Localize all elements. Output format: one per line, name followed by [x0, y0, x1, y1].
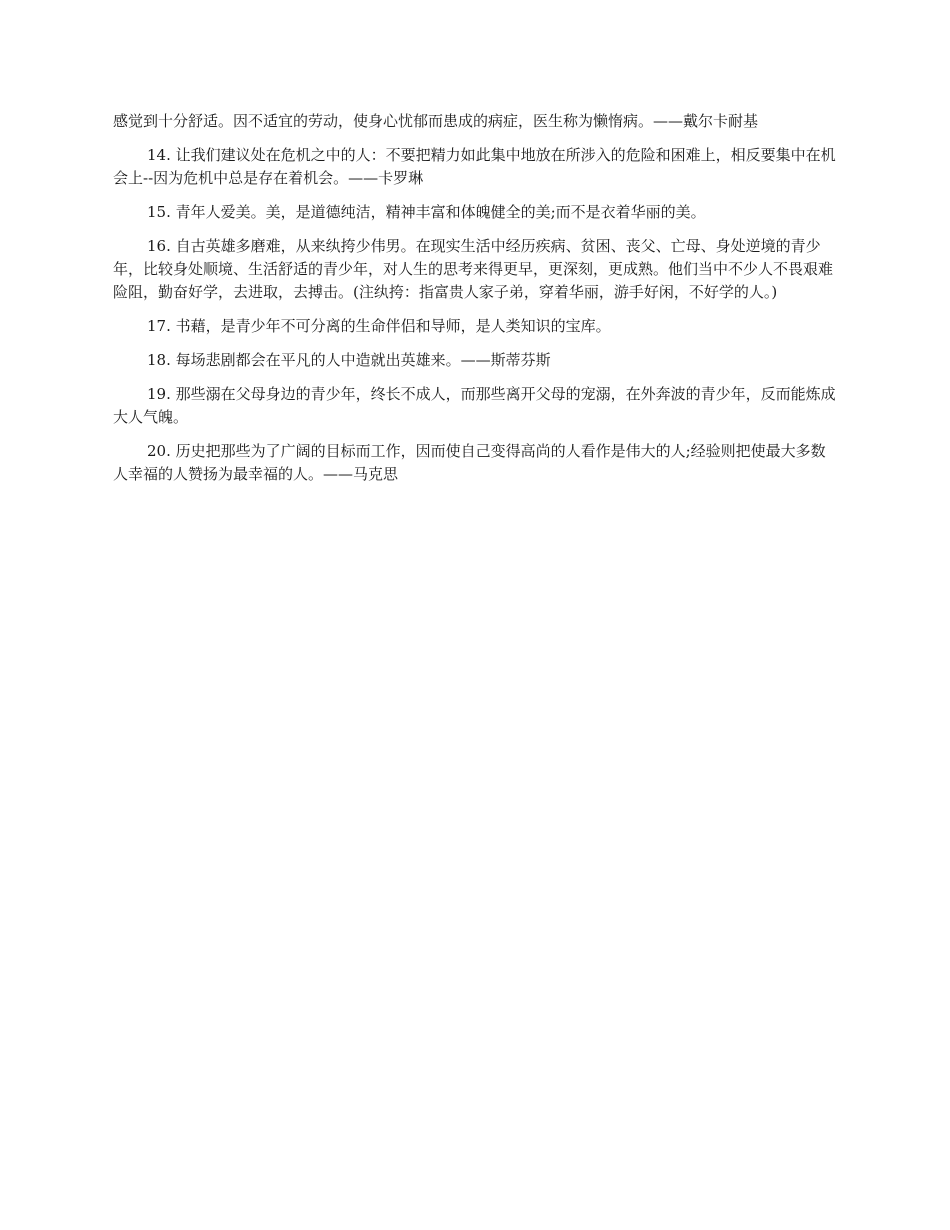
quote-15: 15. 青年人爱美。美，是道德纯洁，精神丰富和体魄健全的美;而不是衣着华丽的美。 [147, 203, 706, 221]
document-body [113, 110, 840, 497]
paragraph-continuation: 感觉到十分舒适。因不适宜的劳动，使身心忧郁而患成的病症，医生称为懒惰病。——戴尔卡耐基 [113, 112, 759, 130]
quote-17: 17. 书藉，是青少年不可分离的生命伴侣和导师，是人类知识的宝库。 [147, 317, 611, 335]
quote-14: 14. 让我们建议处在危机之中的人：不要把精力如此集中地放在所涉入的危险和困难上，相反要集中在机会上--因为危机中总是存在着机会。——卡罗琳 [113, 146, 836, 187]
quote-16: 16. 自古英雄多磨难，从来纨挎少伟男。在现实生活中经历疾病、贫困、丧父、亡母、身处逆境的青少年，比较身处顺境、生活舒适的青少年，对人生的思考来得更早，更深刻，更成熟。他们当中不少人不畏艰难险阻，勤奋好学，去进取，去搏击。(注纨挎：指富贵人家子弟，穿着华丽，游手好闲，不好学的人。) [113, 237, 834, 301]
quote-20: 20. 历史把那些为了广阔的目标而工作，因而使自己变得高尚的人看作是伟大的人;经验则把使最大多数人幸福的人赞扬为最幸福的人。——马克思 [113, 442, 826, 483]
quote-19: 19. 那些溺在父母身边的青少年，终长不成人，而那些离开父母的宠溺，在外奔波的青少年，反而能炼成大人气魄。 [113, 385, 836, 426]
quote-18: 18. 每场悲剧都会在平凡的人中造就出英雄来。——斯蒂芬斯 [147, 351, 551, 369]
